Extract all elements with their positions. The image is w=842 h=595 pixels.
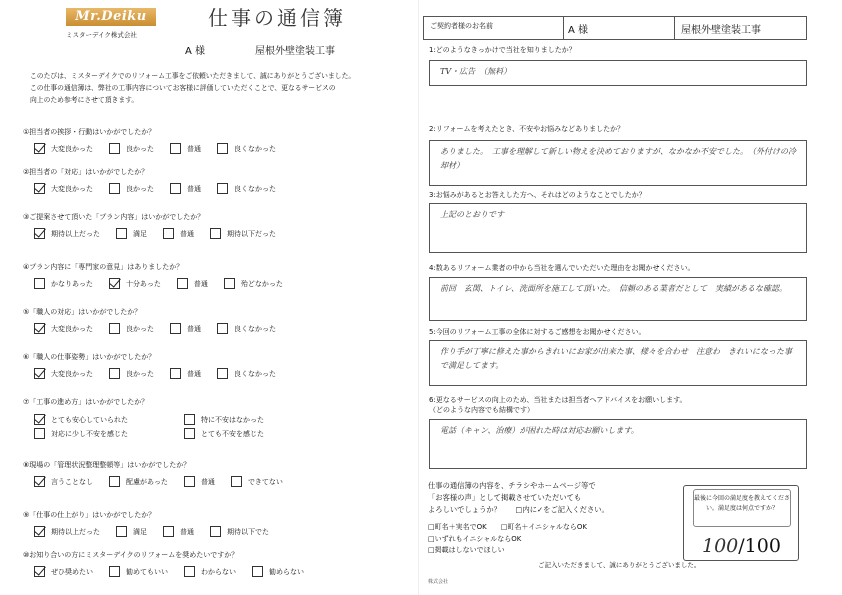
intro-line: このたびは、ミスターデイクでのリフォーム工事をご依頼いただきまして、誠にありがとうございました。	[30, 72, 356, 80]
option-label: 良かった	[126, 184, 154, 193]
option-row	[34, 368, 292, 379]
publish-consent	[428, 480, 609, 516]
option-label: 勧めてもいい	[126, 567, 168, 576]
checkbox[interactable]	[109, 183, 120, 194]
option-item[interactable]	[184, 566, 236, 577]
question-label: 3:お悩みがあるとお答えした方へ、それはどのようなことでしたか？	[429, 191, 646, 199]
option-item[interactable]	[170, 323, 201, 334]
option-label: 配慮があった	[126, 477, 168, 486]
option-item[interactable]	[34, 526, 100, 537]
option-label: 良くなかった	[234, 144, 276, 153]
question-label: ②担当者の「対応」はいかがでしたか？	[23, 168, 149, 176]
checkbox[interactable]	[34, 183, 45, 194]
option-item[interactable]	[116, 526, 147, 537]
checkbox[interactable]	[116, 228, 127, 239]
checkbox[interactable]	[217, 368, 228, 379]
checkbox[interactable]	[109, 143, 120, 154]
option-item[interactable]	[184, 476, 215, 487]
option-row	[34, 476, 299, 487]
option-item[interactable]	[231, 476, 283, 487]
option-label: 期待以下でた	[227, 527, 269, 536]
option-label: かなりあった	[51, 279, 93, 288]
option-item[interactable]	[170, 143, 201, 154]
checkbox[interactable]	[184, 566, 195, 577]
checkbox[interactable]	[34, 143, 45, 154]
option-label: 良くなかった	[234, 369, 276, 378]
option-item[interactable]	[224, 278, 283, 289]
option-label: わからない	[201, 567, 236, 576]
option-label: 普通	[180, 527, 194, 536]
option-item[interactable]	[109, 476, 168, 487]
option-item[interactable]	[109, 183, 154, 194]
question-label: ⑨「仕事の仕上がり」はいかがでしたか？	[23, 511, 156, 519]
option-item[interactable]	[34, 428, 168, 439]
score-question: 最後に今回の満足度を教えてください。満足度は何点ですか？	[693, 489, 791, 527]
option-row	[34, 228, 292, 239]
checkbox[interactable]	[252, 566, 263, 577]
question-label: 5:今回のリフォーム工事の全体に対するご感想をお聞かせください。	[429, 328, 646, 336]
checkbox[interactable]	[184, 428, 195, 439]
option-item[interactable]	[34, 143, 93, 154]
answer-field[interactable]: 電話（キャン、治療）が困れた時は対応お願いします。	[429, 419, 807, 469]
option-row	[34, 143, 292, 154]
name-label: ご契約者様のお名前	[424, 17, 564, 39]
checkbox[interactable]	[109, 476, 120, 487]
option-row	[34, 323, 292, 334]
option-label: できてない	[247, 477, 283, 486]
option-item[interactable]	[217, 368, 276, 379]
answer-field[interactable]: TV・広告 （無料）	[429, 60, 807, 86]
option-label: 普通	[180, 229, 194, 238]
option-item[interactable]	[34, 566, 93, 577]
option-row	[34, 526, 285, 537]
checkbox[interactable]	[217, 143, 228, 154]
checkbox[interactable]	[210, 526, 221, 537]
checkbox[interactable]	[177, 278, 188, 289]
checkbox[interactable]	[217, 183, 228, 194]
option-label: 普通	[187, 144, 201, 153]
score-total: /100	[738, 535, 781, 557]
question-label: ⑧現場の「管理状況整理整頓等」はいかがでしたか？	[23, 461, 191, 469]
option-label: 満足	[133, 527, 147, 536]
intro-text	[30, 70, 410, 106]
option-label: 対応に少し不安を感じた	[51, 429, 128, 438]
checkbox[interactable]	[34, 566, 45, 577]
checkbox[interactable]	[34, 476, 45, 487]
option-item[interactable]	[116, 228, 147, 239]
option-item[interactable]	[34, 323, 93, 334]
checkbox[interactable]	[210, 228, 221, 239]
option-label: 普通	[187, 369, 201, 378]
option-item[interactable]	[184, 414, 308, 425]
page-divider	[418, 0, 419, 595]
option-item[interactable]	[210, 526, 269, 537]
publish-line: 「お客様の声」として掲載させていただいても	[428, 493, 582, 502]
company-logo: Mr.Deiku	[66, 8, 156, 26]
option-label: ぜひ奨めたい	[51, 567, 93, 576]
option-label: 特に不安はなかった	[201, 415, 264, 424]
option-item[interactable]	[109, 368, 154, 379]
work-type: 屋根外壁塗装工事	[255, 46, 335, 57]
option-item[interactable]	[34, 183, 93, 194]
option-label: 期待以上だった	[51, 527, 100, 536]
option-item[interactable]	[217, 323, 276, 334]
option-item[interactable]	[34, 414, 168, 425]
answer-field[interactable]: 作り手が丁寧に修えた事からきれいにお家が出来た事、様々を合わせ 注意わ きれいになった事で満足してます。	[429, 340, 807, 386]
checkbox[interactable]	[116, 526, 127, 537]
question-label: ⑩お知り合いの方にミスターデイクのリフォームを奨めたいですか？	[23, 551, 239, 559]
answer-field[interactable]: 前回 玄関、トイレ、洗面所を施工して頂いた。 信頼のある業者だとして 実績があるな確認。	[429, 277, 807, 321]
question-label: ③ご提案させて頂いた「プラン内容」はいかがでしたか？	[23, 213, 205, 221]
option-grid	[34, 414, 324, 439]
thanks-text: ご記入いただきまして、誠にありがとうございました。	[538, 561, 701, 569]
option-item[interactable]	[163, 526, 194, 537]
option-row	[34, 278, 299, 289]
option-label: 良かった	[126, 324, 154, 333]
option-item[interactable]	[177, 278, 208, 289]
checkbox[interactable]	[170, 143, 181, 154]
question-label: 2:リフォームを考えたとき、不安やお悩みなどありましたか？	[429, 125, 625, 133]
checkbox[interactable]	[109, 566, 120, 577]
checkbox[interactable]	[109, 368, 120, 379]
right-customer: A 様	[568, 25, 589, 36]
option-item[interactable]	[109, 566, 168, 577]
checkbox[interactable]	[34, 368, 45, 379]
option-label: 期待以下だった	[227, 229, 276, 238]
option-item[interactable]	[34, 476, 93, 487]
option-item[interactable]	[109, 278, 161, 289]
option-item[interactable]	[217, 183, 276, 194]
option-label: 良くなかった	[234, 184, 276, 193]
option-item[interactable]	[109, 323, 154, 334]
page-title: 仕事の通信簿	[208, 6, 346, 30]
contract-name-row	[423, 16, 807, 40]
option-label: とても安心していられた	[51, 415, 128, 424]
option-item[interactable]	[217, 143, 276, 154]
option-label: 良かった	[126, 144, 154, 153]
option-label: 期待以上だった	[51, 229, 100, 238]
option-item[interactable]	[163, 228, 194, 239]
checkbox[interactable]	[163, 526, 174, 537]
checkbox[interactable]	[34, 526, 45, 537]
option-label: 良くなかった	[234, 324, 276, 333]
checkbox[interactable]	[34, 228, 45, 239]
option-label: 大変良かった	[51, 324, 93, 333]
option-label: 普通	[187, 184, 201, 193]
question-label: ①担当者の挨拶・行動はいかがでしたか？	[23, 128, 156, 136]
option-item[interactable]	[170, 183, 201, 194]
publish-line: よろしいでしょうか？ □内に✓をご記入ください。	[428, 505, 609, 514]
question-label: ⑥「職人の仕事姿勢」はいかがでしたか？	[23, 353, 156, 361]
option-item[interactable]	[109, 143, 154, 154]
checkbox[interactable]	[170, 368, 181, 379]
publish-line: 仕事の通信簿の内容を、チラシやホームページ等で	[428, 481, 596, 490]
question-label: 6:更なるサービスの向上のため、当社または担当者へアドバイスをお願いします。 （どのような内容でも結構です）	[429, 396, 687, 414]
satisfaction-score-box	[683, 485, 799, 561]
answer-field[interactable]: ありました。 工事を理解して新しい物えを決めておりますが、なかなか不安でした。 （外付けの冷却材）	[429, 140, 807, 186]
option-item[interactable]	[34, 228, 100, 239]
checkbox[interactable]	[184, 414, 195, 425]
option-label: 大変良かった	[51, 184, 93, 193]
option-item[interactable]	[170, 368, 201, 379]
publish-options	[428, 522, 587, 557]
option-label: 大変良かった	[51, 369, 93, 378]
checkbox[interactable]	[184, 476, 195, 487]
publish-option[interactable]: □いずれもイニシャルならOK	[428, 534, 522, 543]
score-handwritten: 100	[702, 535, 739, 557]
checkbox[interactable]	[217, 323, 228, 334]
checkbox[interactable]	[109, 278, 120, 289]
checkbox[interactable]	[34, 428, 45, 439]
option-label: 満足	[133, 229, 147, 238]
question-label: ⑦「工事の進め方」はいかがでしたか？	[23, 398, 149, 406]
option-label: 普通	[200, 477, 215, 486]
option-label: 殆どなかった	[240, 279, 283, 288]
answer-field[interactable]: 上記のとおりです	[429, 203, 807, 253]
option-label: 十分あった	[125, 279, 161, 288]
right-work: 屋根外壁塗装工事	[674, 17, 806, 39]
question-label: 1:どのようなきっかけで当社を知りましたか？	[429, 46, 576, 54]
question-label: ⑤「職人の対応」はいかがでしたか？	[23, 308, 142, 316]
option-label: 言うことなし	[51, 477, 93, 486]
option-item[interactable]	[34, 278, 93, 289]
option-label: 普通	[193, 279, 208, 288]
publish-option[interactable]: □掲載はしないでほしい	[428, 546, 505, 554]
checkbox[interactable]	[170, 183, 181, 194]
question-label: 4:数あるリフォーム業者の中から当社を選んでいただいた理由をお聞かせください。	[429, 264, 695, 272]
option-row	[34, 183, 292, 194]
score-value	[702, 535, 781, 557]
question-label: ④プラン内容に「専門家の意見」はありましたか？	[23, 263, 184, 271]
customer-name: A 様	[185, 46, 206, 57]
option-label: 普通	[187, 324, 201, 333]
option-row	[34, 566, 320, 577]
option-label: 大変良かった	[51, 144, 93, 153]
checkbox[interactable]	[163, 228, 174, 239]
footer-text: 株式会社	[428, 579, 449, 585]
checkbox[interactable]	[231, 476, 242, 487]
option-label: 勧めらない	[269, 567, 304, 576]
option-label: とても不安を感じた	[201, 429, 264, 438]
publish-option[interactable]: □町名＋実名でOK □町名＋イニシャルならOK	[428, 523, 588, 531]
intro-line: この仕事の通信簿は、弊社の工事内容についてお客様に評価していただくことで、更なるサービスの	[30, 84, 336, 92]
option-item[interactable]	[252, 566, 304, 577]
option-item[interactable]	[210, 228, 276, 239]
company-name: ミスターデイク株式会社	[66, 31, 137, 39]
checkbox[interactable]	[170, 323, 181, 334]
checkbox[interactable]	[109, 323, 120, 334]
checkbox[interactable]	[34, 323, 45, 334]
option-label: 良かった	[126, 369, 154, 378]
option-item[interactable]	[184, 428, 308, 439]
checkbox[interactable]	[34, 414, 45, 425]
checkbox[interactable]	[224, 278, 235, 289]
option-item[interactable]	[34, 368, 93, 379]
intro-line: 向上のため参考にさせて頂きます。	[30, 96, 139, 104]
checkbox[interactable]	[34, 278, 45, 289]
